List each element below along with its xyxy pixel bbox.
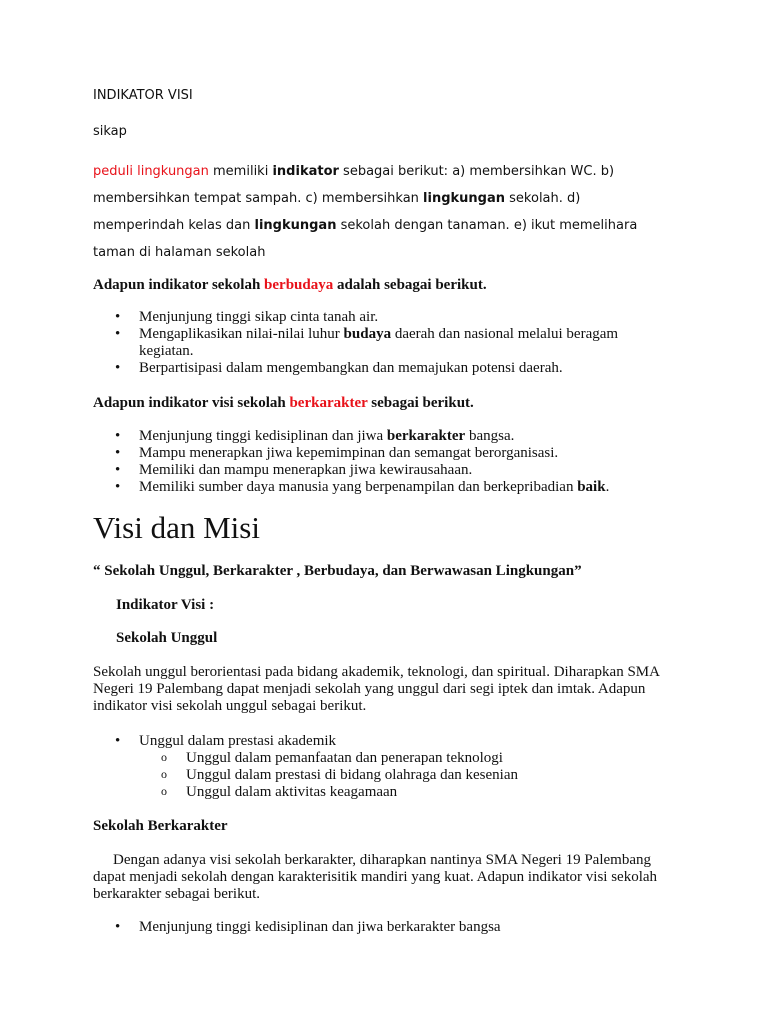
list-item (93, 428, 653, 445)
berbudaya-list (93, 309, 653, 377)
list-item (93, 462, 653, 479)
list-item (93, 445, 653, 462)
berbudaya-term: berbudaya (264, 277, 334, 293)
berbudaya-heading-pre: Adapun indikator sekolah (93, 277, 265, 293)
sekolah-unggul-heading: Sekolah Unggul (116, 630, 218, 646)
text-run: Menjunjung tinggi kedisiplinan dan jiwa (139, 428, 387, 444)
indikator-visi-heading: INDIKATOR VISI (93, 88, 193, 103)
motto-quote: “ Sekolah Unggul, Berkarakter , Berbudaya, dan Berwawasan Lingkungan” (93, 563, 582, 579)
bold-text-run: budaya (343, 326, 392, 342)
text-run: Berpartisipasi dalam mengembangkan dan memajukan potensi daerah. (139, 360, 563, 376)
sikap-label: sikap (93, 124, 127, 139)
berkarakter-list (93, 428, 653, 496)
list-item (93, 479, 653, 496)
list-item (93, 309, 653, 326)
berbudaya-heading (93, 277, 487, 294)
text-run: bangsa. (465, 428, 515, 444)
bold-text-run: indikator (272, 164, 339, 179)
berbudaya-heading-post: adalah sebagai berikut. (333, 277, 487, 293)
bold-text-run: berkarakter (386, 428, 466, 444)
text-run: Memiliki dan mampu menerapkan jiwa kewirausahaan. (139, 462, 473, 478)
visi-misi-title: Visi dan Misi (93, 510, 260, 545)
text-run: Mengaplikasikan nilai-nilai luhur (139, 326, 344, 342)
text-run: . (605, 479, 610, 495)
berkarakter-term: berkarakter (289, 395, 368, 411)
text-run: daerah dan nasional melalui beragam kegiatan. (139, 326, 619, 359)
sublist-item: o Unggul dalam aktivitas keagamaan (93, 784, 518, 801)
unggul-item-label: Unggul dalam prestasi akademik (139, 733, 337, 749)
berkarakter-heading-post: sebagai berikut. (367, 395, 474, 411)
text-run: memiliki (208, 164, 273, 179)
bold-text-run: lingkungan (423, 191, 506, 206)
text-run: Memiliki sumber daya manusia yang berpenampilan dan berkepribadian (139, 479, 578, 495)
text-run: Mampu menerapkan jiwa kepemimpinan dan semangat berorganisasi. (139, 445, 559, 461)
berkarakter-indikator-list (93, 919, 653, 936)
list-item: • Menjunjung tinggi kedisiplinan dan jiwa berkarakter bangsa (93, 919, 653, 936)
unggul-list (93, 733, 653, 750)
text-run: sekolah. d) memperindah kelas dan (93, 191, 581, 233)
sekolah-unggul-paragraph: Sekolah unggul berorientasi pada bidang akademik, teknologi, dan spiritual. Diharapkan SMA Negeri 19 Palembang dapat menjadi sekolah yang unggul dari segi iptek dan imtak. Adapun indikator visi sekolah unggul sebagai berikut. (93, 664, 660, 714)
unggul-sublist (93, 750, 518, 801)
sekolah-berkarakter-paragraph: Dengan adanya visi sekolah berkarakter, diharapkan nantinya SMA Negeri 19 Palembang dapat menjadi sekolah dengan karakterisitik mandiri yang kuat. Adapun indikator visi sekolah berkarakter sebagai berikut. (93, 852, 658, 902)
berkarakter-heading (93, 395, 474, 412)
sublist-item: o Unggul dalam pemanfaatan dan penerapan teknologi (93, 750, 518, 767)
text-run: Menjunjung tinggi sikap cinta tanah air. (139, 309, 379, 325)
bold-text-run: lingkungan (254, 218, 337, 233)
berkarakter-heading-pre: Adapun indikator visi sekolah (93, 395, 290, 411)
peduli-lingkungan-term: peduli lingkungan (93, 164, 209, 179)
text-run: sekolah dengan tanaman. e) ikut memelihara taman di halaman sekolah (93, 218, 638, 260)
peduli-lingkungan-paragraph (93, 158, 653, 266)
list-item (93, 733, 653, 750)
list-item (93, 326, 653, 360)
bold-text-run: baik (577, 479, 606, 495)
sekolah-berkarakter-heading: Sekolah Berkarakter (93, 818, 228, 834)
list-item (93, 360, 653, 377)
sublist-item: o Unggul dalam prestasi di bidang olahraga dan kesenian (93, 767, 518, 784)
indikator-visi-label: Indikator Visi : (116, 597, 215, 613)
text-run: sebagai berikut: a) membersihkan WC. b) membersihkan tempat sampah. c) membersihkan (93, 164, 615, 206)
